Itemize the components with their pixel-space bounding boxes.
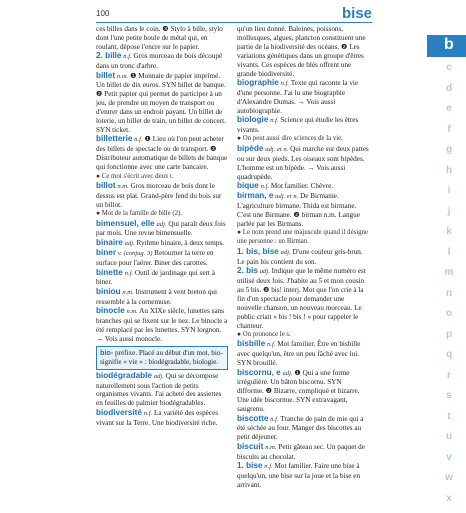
dictionary-entry [237, 443, 369, 462]
dictionary-entry [237, 267, 369, 330]
dictionary-entry [96, 52, 228, 71]
alphabet-index [439, 62, 459, 513]
dictionary-entry [96, 135, 228, 172]
dictionary-entry [237, 462, 369, 490]
dictionary-entry [96, 220, 228, 239]
entry-grammar: adj. [154, 373, 164, 380]
page-number: 100 [96, 9, 109, 18]
letter-tab-k[interactable]: k [439, 226, 459, 247]
entry-grammar: v. (conjug. 3) [118, 250, 153, 257]
entry-grammar: n.f. [270, 117, 278, 124]
entry-definition: Rythme binaire, à deux temps. [137, 239, 225, 247]
entry-definition: Gros morceau de bois découpé dans un tronc d'arbre. [96, 52, 222, 70]
dictionary-entry [96, 182, 228, 210]
entry-headword: binette [96, 268, 123, 277]
dictionary-entry [96, 239, 228, 249]
entry-definition: La variété des espèces vivant sur la Terre. Une biodiversité riche. [96, 409, 218, 427]
dictionary-entry [237, 192, 369, 229]
dictionary-entry [96, 72, 228, 135]
letter-tab-e[interactable]: e [439, 103, 459, 124]
entry-continuation: ces billes dans le coin. ❸ Stylo à bille, stylo dont l'une petite boule de métal qui, en roulant, dépose l'encre sur le papier. [96, 25, 228, 52]
entry-grammar: n.f. [134, 136, 142, 143]
entry-grammar: n.f. [267, 341, 275, 348]
entry-headword: biographie [237, 78, 279, 87]
letter-tab-t[interactable]: t [439, 411, 459, 432]
dictionary-entry [237, 248, 369, 267]
entry-headword: bisbille [237, 339, 265, 348]
entry-definition: Indique que le même numéro est utilisé deux fois. J'habite au 5 et mon cousin au 5 bis. ❷ bis! interj. Mot que l'on crie à la fin d'un spectacle pour demander une nouvelle chanson, un nouveau morceau. Le public criait « bis ! bis ! » pour rappeler le chanteur. [237, 267, 366, 329]
letter-tab-g[interactable]: g [439, 144, 459, 165]
entry-headword: binocle [96, 306, 125, 315]
entry-note: ● Ce mot s'écrit avec deux t. [96, 173, 228, 182]
dictionary-entry [96, 307, 228, 344]
letter-tab-current[interactable]: b [427, 35, 466, 57]
entry-definition: ❶ Lieu où l'on peut acheter des billets de spectacle ou de transport. ❷ Distributeur automatique de billets de banque qui fonctionne avec une carte bancaire. [96, 135, 227, 171]
entry-grammar: n.f. [281, 80, 289, 87]
entry-headword: biscuit [237, 442, 263, 451]
letter-tab-u[interactable]: u [439, 431, 459, 452]
entry-grammar: n.f. [264, 463, 272, 470]
entry-headword: billet [96, 71, 115, 80]
entry-definition: D'une couleur gris-brun. Le pain bis contient du son. [237, 248, 363, 266]
entry-definition: Qui paraît deux fois par mois. Une revue bimensuelle. [96, 220, 226, 238]
column-left [96, 25, 228, 466]
entry-headword: 1. bis, bise [237, 247, 279, 256]
letter-tab-j[interactable]: j [439, 206, 459, 227]
entry-definition: Science qui étudie les êtres vivants. [237, 116, 358, 134]
entry-note: ● On peut aussi dire sciences de la vie. [237, 135, 369, 144]
entry-definition: ❶ Monnaie de papier imprimé. Un billet de dix euros. SYN billet de banque. ❷ Petit papier qui permet de participer à un jeu, de prendre un moyen de transport ou d'entrer dans un endroit payant. Un billet de loterie, un billet de train, un billet de concert. SYN ticket. [96, 72, 226, 134]
letter-tab-n[interactable]: n [439, 288, 459, 309]
prefix-headword: bio- [100, 348, 113, 357]
entry-headword: biniou [96, 287, 121, 296]
entry-headword: birman, e [237, 191, 273, 200]
dictionary-entry [237, 182, 369, 192]
dictionary-entry [96, 249, 228, 268]
entry-definition: Gros morceau de bois dont le dessus est plat. Grand-père fend du bois sur un billot. [96, 182, 221, 209]
entry-headword: biner [96, 248, 116, 257]
entry-definition: Instrument à vent breton qui ressemble à la cornemuse. [96, 288, 217, 306]
entry-headword: biscornu, e [237, 368, 281, 377]
entry-headword: bipède [237, 144, 263, 153]
letter-tab-v[interactable]: v [439, 452, 459, 473]
letter-tab-q[interactable]: q [439, 349, 459, 370]
entry-definition: Petit gâteau sec. Un paquet de biscuits au chocolat. [237, 443, 365, 461]
letter-tab-d[interactable]: d [439, 83, 459, 104]
letter-tab-i[interactable]: i [439, 185, 459, 206]
dictionary-entry [96, 288, 228, 307]
letter-tab-o[interactable]: o [439, 308, 459, 329]
dictionary-entry [96, 269, 228, 288]
entry-headword: biodégradable [96, 371, 152, 380]
entry-definition: ❶ Qui a une forme irrégulière. Un bâton biscornu. SYN difforme. ❷ Bizarre, compliqué et bizarre. Une idée biscornue. SYN extravagant, saugrenu. [237, 369, 359, 414]
entry-grammar: adj. [125, 240, 135, 247]
entry-headword: binaire [96, 238, 123, 247]
prefix-definition: préfixe. Placé au début d'un mot, bio- signifie « vie » : biodégradable, biologie. [100, 349, 223, 366]
dictionary-entry [237, 369, 369, 415]
dictionary-entry [96, 372, 228, 409]
letter-tab-f[interactable]: f [439, 124, 459, 145]
entry-grammar: n.f. [144, 410, 152, 417]
dictionary-entry [237, 116, 369, 135]
letter-tab-h[interactable]: h [439, 165, 459, 186]
entry-definition: De Birmanie. L'agriculture birmane. Thida est birmane. C'est une Birmane. ❷ birman n.m. Langue parlée par les Birmans. [237, 192, 360, 228]
entry-grammar: adj. [281, 249, 291, 256]
entry-definition: Texte qui raconte la vie d'une personne. J'ai lu une biographie d'Alexandre Dumas. → Vois aussi autobiographie. [237, 79, 358, 115]
entry-grammar: n.m. [117, 183, 128, 190]
entry-grammar: n.m. [122, 289, 133, 296]
page-header [96, 8, 372, 22]
entry-grammar: adj. et n. [275, 193, 298, 200]
entry-grammar: n.f. [270, 416, 278, 423]
entry-definition: Qui marche sur deux pattes ou sur deux pieds. Les oiseaux sont bipèdes. L'homme est un bipède. → Vois aussi quadrupède. [237, 145, 369, 181]
entry-definition: Retourner la terre en surface pour l'aérer. Biner des carottes. [96, 249, 214, 267]
dictionary-entry [237, 145, 369, 182]
guide-word: bise [342, 5, 372, 22]
entry-headword: 2. bille [96, 51, 121, 60]
entry-grammar: adj. et n. [265, 146, 288, 153]
letter-tab-p[interactable]: p [439, 329, 459, 350]
entry-grammar: n.m. [117, 73, 128, 80]
letter-tab-c[interactable]: c [439, 62, 459, 83]
entry-note: ● Mot de la famille de bille (2). [96, 210, 228, 219]
entry-grammar: adj. [157, 221, 167, 228]
entry-definition: Qui se décompose naturellement sous l'action de petits organismes vivants. J'ai acheté des assiettes en feuilles de palmier biodégradables. [96, 372, 221, 408]
dictionary-entry [96, 409, 228, 428]
header-rule [96, 22, 372, 23]
entry-grammar: adj. [282, 370, 292, 377]
entry-grammar: n.f. [123, 53, 131, 60]
letter-tab-w[interactable]: w [439, 472, 459, 493]
dictionary-entry [237, 79, 369, 116]
entry-headword: 2. bis [237, 266, 258, 275]
dictionary-entry [237, 340, 369, 368]
letter-tab-r[interactable]: r [439, 370, 459, 391]
letter-tab-x[interactable]: x [439, 493, 459, 513]
entry-grammar: n.f. [261, 183, 269, 190]
entry-note: ● Le nom prend une majuscule quand il désigne une personne : un Birman. [237, 229, 369, 247]
entry-grammar: n.m. [126, 308, 137, 315]
entry-definition: Mot familier. Faire une bise à quelqu'un, une bise sur la joue et la bise en arrivant. [237, 462, 360, 489]
entry-headword: biscotte [237, 414, 268, 423]
letter-tab-l[interactable]: l [439, 247, 459, 268]
entry-grammar: adj. [260, 268, 270, 275]
entry-headword: billot [96, 181, 116, 190]
entry-definition: Mot familier. Chèvre. [271, 182, 333, 190]
entry-headword: bique [237, 181, 259, 190]
entry-definition: Au XIXe siècle, lunettes sans branches qui se fixent sur le nez. Le binocle a été remplacé par les lunettes. SYN lorgnon. → Vois aussi monocle. [96, 307, 227, 343]
entry-headword: billetterie [96, 134, 132, 143]
entry-grammar: n.f. [125, 270, 133, 277]
entry-headword: bimensuel, elle [96, 219, 155, 228]
entry-definition: Tranche de pain de mie qui a été séchée au four. Manger des biscottes au petit déjeuner. [237, 415, 363, 442]
entry-grammar: n.m. [265, 444, 276, 451]
letter-tab-m[interactable]: m [439, 267, 459, 288]
entry-headword: biologie [237, 115, 268, 124]
entry-continuation: qu'un lieu donné. Baleines, poissons, mollusques, algues, plancton constituent une partie de la biodiversité des océans. ❷ Les variations génétiques dans un groupe d'êtres vivants. Ces espèces de blés offrent une grande biodiversité. [237, 25, 369, 78]
entry-definition: Mot familier. Être en bisbille avec quelqu'un, être un peu fâché avec lui. SYN brouillé. [237, 340, 361, 367]
column-right [237, 25, 369, 466]
dictionary-entry [237, 415, 369, 443]
entry-note: ● On prononce le s. [237, 331, 369, 340]
letter-tab-s[interactable]: s [439, 390, 459, 411]
prefix-box [96, 346, 228, 370]
entry-headword: 1. bise [237, 461, 263, 470]
entry-definition: Outil de jardinage qui sert à biner. [96, 269, 215, 287]
entry-headword: biodiversité [96, 408, 142, 417]
